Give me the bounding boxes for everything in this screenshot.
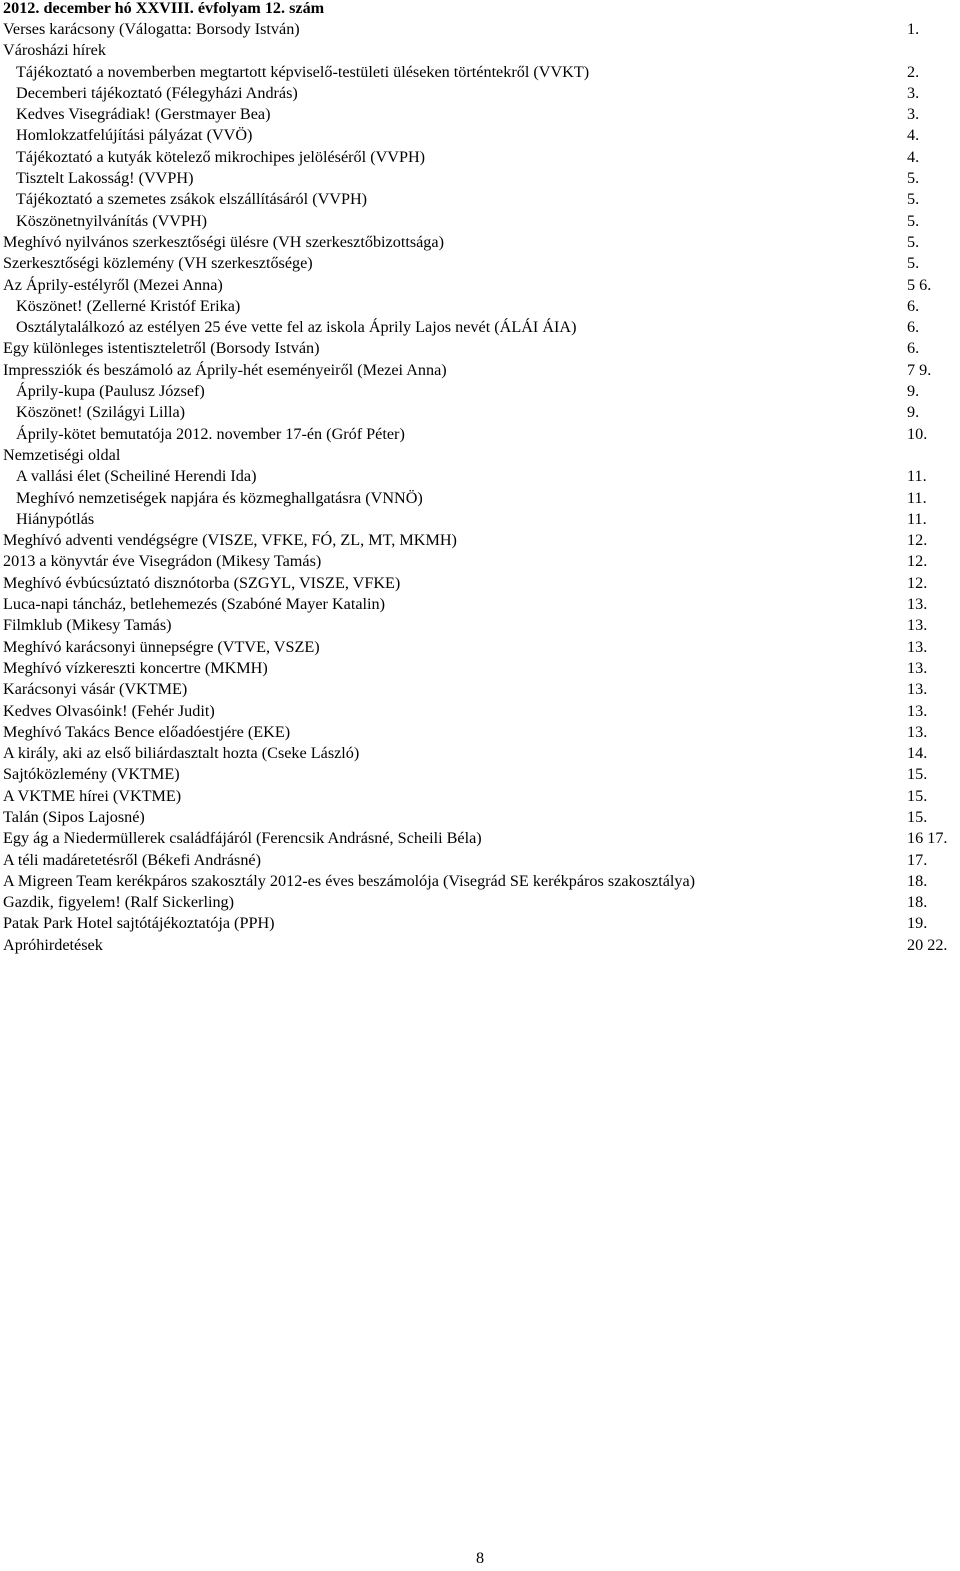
toc-entry-page: 13. xyxy=(907,722,928,741)
toc-entry xyxy=(0,296,960,317)
toc-entry-page: 5. xyxy=(907,232,920,251)
toc-entry xyxy=(0,275,960,296)
toc-entry-page: 5. xyxy=(907,169,920,188)
toc-entry-title: Áprily-kupa (Paulusz József) xyxy=(16,382,205,401)
toc-entry-title: Hiánypótlás xyxy=(16,509,95,528)
toc-entry xyxy=(0,722,960,743)
toc-entry-title: Egy különleges istentiszteletről (Borsody István) xyxy=(3,339,320,358)
toc-entry-page: 12. xyxy=(907,573,928,592)
toc-entry xyxy=(0,104,960,125)
toc-entry xyxy=(0,445,960,466)
toc-entry xyxy=(0,679,960,700)
toc-entry xyxy=(0,338,960,359)
toc-entry-page: 10. xyxy=(907,424,928,443)
toc-entry-title: Homlokzatfelújítási pályázat (VVÖ) xyxy=(16,126,253,145)
toc-entry xyxy=(0,381,960,402)
toc-entry xyxy=(0,743,960,764)
toc-entry-page: 13. xyxy=(907,595,928,614)
toc-entry xyxy=(0,509,960,530)
toc-entry xyxy=(0,615,960,636)
toc-entry-page: 5. xyxy=(907,254,920,273)
toc-entry xyxy=(0,764,960,785)
toc-entry-page: 6. xyxy=(907,296,920,315)
toc-entry xyxy=(0,573,960,594)
toc-entry-title: 2013 a könyvtár éve Visegrádon (Mikesy Tamás) xyxy=(3,552,322,571)
toc-entry-title: Impressziók és beszámoló az Áprily-hét eseményeiről (Mezei Anna) xyxy=(3,360,447,379)
toc-entry xyxy=(0,424,960,445)
toc-entry-title: Verses karácsony (Válogatta: Borsody István) xyxy=(3,20,300,38)
toc-entry-title: Köszönet! (Zellerné Kristóf Erika) xyxy=(16,296,241,315)
toc-entry-page: 12. xyxy=(907,552,928,571)
toc-entry-page: 19. xyxy=(907,914,928,933)
toc-entry-title: Meghívó nyilvános szerkesztőségi ülésre (VH szerkesztőbizottsága) xyxy=(3,232,444,251)
toc-entry xyxy=(0,786,960,807)
toc-entry-title: Köszönetnyilvánítás (VVPH) xyxy=(16,211,208,230)
toc-entry-page: 7 9. xyxy=(907,360,932,379)
toc-entry xyxy=(0,551,960,572)
issue-heading: 2012. december hó XXVIII. évfolyam 12. szám xyxy=(3,0,325,17)
toc-entry-page: 3. xyxy=(907,105,920,124)
toc-entry xyxy=(0,360,960,381)
table-of-contents xyxy=(0,19,960,956)
toc-entry xyxy=(0,892,960,913)
toc-entry-title: Decemberi tájékoztató (Félegyházi András) xyxy=(16,83,298,102)
toc-entry-page: 4. xyxy=(907,126,920,145)
toc-entry-title: A Migreen Team kerékpáros szakosztály 2012-es éves beszámolója (Visegrád SE kerékpáros szakosztálya) xyxy=(3,871,696,890)
toc-entry-page: 6. xyxy=(907,339,920,358)
toc-entry xyxy=(0,913,960,934)
toc-entry-page: 17. xyxy=(907,850,928,869)
toc-entry-page: 9. xyxy=(907,403,920,422)
toc-entry-title: Patak Park Hotel sajtótájékoztatója (PPH) xyxy=(3,914,275,933)
toc-entry-page: 15. xyxy=(907,786,928,805)
toc-entry-title: Városházi hírek xyxy=(3,41,106,60)
toc-entry-page: 13. xyxy=(907,658,928,677)
toc-entry-page: 18. xyxy=(907,871,928,890)
toc-entry-title: Tájékoztató a kutyák kötelező mikrochipes jelöléséről (VVPH) xyxy=(16,147,426,166)
toc-entry-title: Egy ág a Niedermüllerek családfájáról (Ferencsik Andrásné, Scheili Béla) xyxy=(3,829,482,848)
toc-entry xyxy=(0,189,960,210)
toc-entry-page: 13. xyxy=(907,637,928,656)
toc-entry-page: 14. xyxy=(907,744,928,763)
toc-entry xyxy=(0,701,960,722)
toc-entry xyxy=(0,488,960,509)
toc-entry-title: Luca-napi táncház, betlehemezés (Szabóné Mayer Katalin) xyxy=(3,595,386,614)
toc-entry xyxy=(0,40,960,61)
toc-entry-title: Osztálytalálkozó az estélyen 25 éve vette fel az iskola Áprily Lajos nevét (ÁLÁI ÁIA) xyxy=(16,318,577,337)
toc-entry-title: Apróhirdetések xyxy=(3,935,103,954)
toc-entry-title: Sajtóközlemény (VKTME) xyxy=(3,765,180,784)
toc-entry-title: A vallási élet (Scheiliné Herendi Ida) xyxy=(16,467,257,486)
toc-entry xyxy=(0,466,960,487)
toc-entry-title: Köszönet! (Szilágyi Lilla) xyxy=(16,403,186,422)
toc-entry-title: Karácsonyi vásár (VKTME) xyxy=(3,680,188,699)
toc-entry-page: 12. xyxy=(907,531,928,550)
toc-entry-page: 11. xyxy=(907,488,927,507)
toc-entry-page: 13. xyxy=(907,680,928,699)
toc-entry-page: 5. xyxy=(907,211,920,230)
toc-entry-title: A VKTME hírei (VKTME) xyxy=(3,786,182,805)
toc-entry-title: A király, aki az első biliárdasztalt hozta (Cseke László) xyxy=(3,744,360,763)
toc-entry-title: Az Áprily-estélyről (Mezei Anna) xyxy=(3,275,223,294)
toc-entry-page: 4. xyxy=(907,147,920,166)
toc-entry xyxy=(0,253,960,274)
toc-entry-page: 16 17. xyxy=(907,829,948,848)
toc-entry-page: 11. xyxy=(907,467,927,486)
toc-entry xyxy=(0,232,960,253)
toc-entry-title: Meghívó adventi vendégségre (VISZE, VFKE, FÓ, ZL, MT, MKMH) xyxy=(3,531,457,550)
toc-entry-page: 5. xyxy=(907,190,920,209)
toc-entry xyxy=(0,62,960,83)
toc-entry-title: Nemzetiségi oldal xyxy=(3,445,121,464)
toc-entry xyxy=(0,828,960,849)
toc-entry xyxy=(0,807,960,828)
toc-entry-title: Kedves Visegrádiak! (Gerstmayer Bea) xyxy=(16,105,271,124)
toc-entry xyxy=(0,637,960,658)
toc-entry-title: Meghívó nemzetiségek napjára és közmeghallgatásra (VNNÖ) xyxy=(16,488,423,507)
toc-entry-title: Filmklub (Mikesy Tamás) xyxy=(3,616,172,635)
toc-entry-title: Tisztelt Lakosság! (VVPH) xyxy=(16,169,194,188)
toc-entry-page: 15. xyxy=(907,765,928,784)
toc-entry-title: Áprily-kötet bemutatója 2012. november 17-én (Gróf Péter) xyxy=(16,424,405,443)
toc-entry xyxy=(0,83,960,104)
toc-entry xyxy=(0,850,960,871)
toc-entry-title: Gazdik, figyelem! (Ralf Sickerling) xyxy=(3,893,235,912)
toc-entry xyxy=(0,658,960,679)
page-number: 8 xyxy=(475,1549,485,1567)
toc-entry-title: Meghívó karácsonyi ünnepségre (VTVE, VSZE) xyxy=(3,637,320,656)
toc-entry xyxy=(0,125,960,146)
toc-entry xyxy=(0,317,960,338)
toc-entry-title: Meghívó évbúcsúztató disznótorba (SZGYL, VISZE, VFKE) xyxy=(3,573,401,592)
toc-entry xyxy=(0,871,960,892)
toc-entry xyxy=(0,594,960,615)
toc-entry xyxy=(0,211,960,232)
toc-entry-title: Meghívó Takács Bence előadóestjére (EKE) xyxy=(3,722,291,741)
toc-entry-page: 18. xyxy=(907,893,928,912)
toc-entry-title: Meghívó vízkereszti koncertre (MKMH) xyxy=(3,658,268,677)
toc-entry xyxy=(0,19,960,40)
toc-entry-page: 2. xyxy=(907,62,920,81)
toc-entry-page: 5 6. xyxy=(907,275,932,294)
toc-entry-title: Szerkesztőségi közlemény (VH szerkesztősége) xyxy=(3,254,313,273)
toc-entry-page: 6. xyxy=(907,318,920,337)
toc-entry-page: 3. xyxy=(907,83,920,102)
toc-entry-page: 1. xyxy=(907,20,920,38)
toc-entry-page: 13. xyxy=(907,616,928,635)
toc-entry-page: 13. xyxy=(907,701,928,720)
toc-entry-title: Talán (Sipos Lajosné) xyxy=(3,807,145,826)
toc-entry-title: Tájékoztató a szemetes zsákok elszállításáról (VVPH) xyxy=(16,190,368,209)
toc-entry xyxy=(0,935,960,956)
toc-entry-page: 11. xyxy=(907,509,927,528)
toc-entry-title: Tájékoztató a novemberben megtartott képviselő-testületi üléseken történtekről (VVKT) xyxy=(16,62,590,81)
toc-entry-page: 9. xyxy=(907,382,920,401)
toc-entry xyxy=(0,147,960,168)
toc-entry-page: 20 22. xyxy=(907,935,948,954)
toc-entry xyxy=(0,402,960,423)
toc-entry xyxy=(0,168,960,189)
toc-entry-title: Kedves Olvasóink! (Fehér Judit) xyxy=(3,701,215,720)
toc-entry-title: A téli madáretetésről (Békefi Andrásné) xyxy=(3,850,262,869)
toc-entry xyxy=(0,530,960,551)
toc-entry-page: 15. xyxy=(907,807,928,826)
